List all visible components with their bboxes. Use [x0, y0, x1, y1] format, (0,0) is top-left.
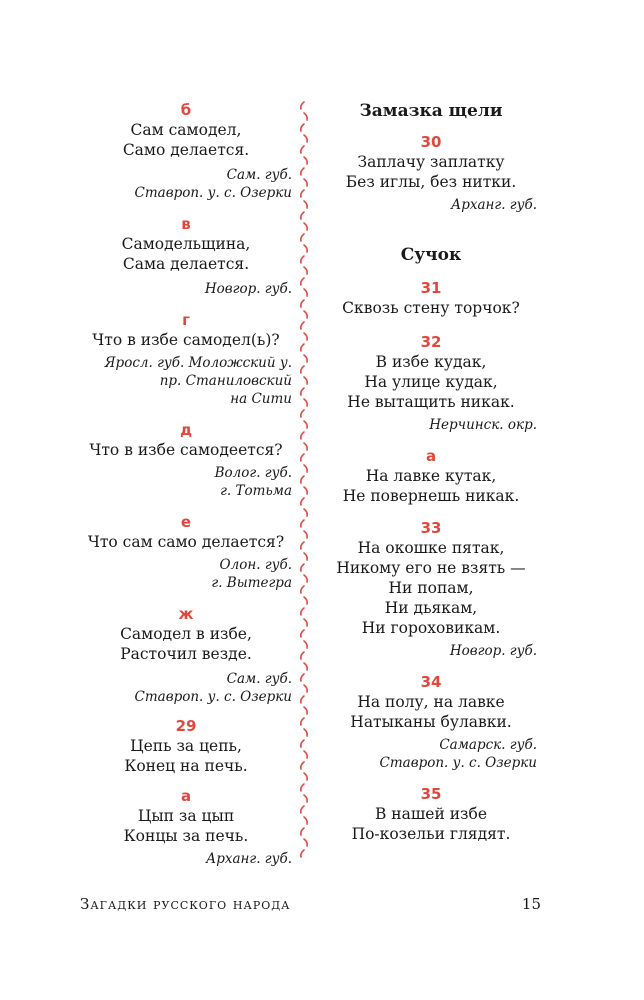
- riddle-line: Расточил везде.: [120, 645, 252, 663]
- divider-stroke: [304, 795, 307, 802]
- riddle-source: Сам. губ.: [226, 671, 292, 687]
- divider-stroke: [301, 696, 304, 703]
- divider-stroke: [301, 344, 304, 351]
- riddle-source: Волог. губ.: [214, 465, 292, 481]
- riddle-entry: [80, 604, 292, 706]
- divider-stroke: [304, 553, 307, 560]
- right-column: [325, 100, 537, 844]
- riddle-line: Сквозь стену торчок?: [342, 299, 520, 317]
- divider-stroke: [304, 421, 307, 428]
- riddle-line: Что в избе самодел(ь)?: [92, 331, 280, 349]
- divider-stroke: [301, 300, 304, 307]
- riddle-entry: [80, 100, 292, 202]
- divider-stroke: [301, 718, 304, 725]
- divider-stroke: [304, 465, 307, 472]
- divider-stroke: [304, 685, 307, 692]
- ornamental-divider: [296, 98, 312, 858]
- divider-stroke: [304, 817, 307, 824]
- riddle-source: пр. Станиловский: [159, 373, 292, 389]
- riddle-source: Ставроп. у. с. Озерки: [134, 689, 292, 705]
- divider-stroke: [301, 608, 304, 615]
- riddle-line: Цепь за цепь,: [130, 737, 242, 755]
- divider-stroke: [301, 256, 304, 263]
- riddle-line: Само делается.: [122, 141, 250, 159]
- divider-stroke: [301, 366, 304, 373]
- section-heading: Замазка щели: [359, 101, 503, 121]
- riddle-line: Заплачу заплатку: [357, 153, 505, 171]
- riddle-line: На лавке кутак,: [365, 467, 497, 485]
- riddle-line: Что в избе самодеется?: [89, 441, 283, 459]
- riddle-number: г: [182, 311, 190, 329]
- riddle-source: Нерчинск. окр.: [429, 417, 537, 433]
- divider-stroke: [304, 355, 307, 362]
- riddle-entry: [325, 518, 537, 660]
- riddle-line: В нашей избе: [374, 805, 488, 823]
- divider-stroke: [301, 432, 304, 439]
- riddle-line: Сама делается.: [122, 255, 250, 273]
- riddle-number: а: [425, 447, 437, 465]
- divider-stroke: [301, 190, 304, 197]
- divider-stroke: [301, 168, 304, 175]
- riddle-line: Без иглы, без нитки.: [345, 173, 517, 191]
- divider-stroke: [304, 597, 307, 604]
- riddle-number: ж: [178, 605, 194, 623]
- running-footer-title: Загадки русского народа: [80, 895, 291, 913]
- divider-stroke: [301, 520, 304, 527]
- divider-stroke: [304, 179, 307, 186]
- divider-stroke: [301, 102, 304, 109]
- section-heading: Сучок: [400, 245, 462, 265]
- riddle-line: Ни попам,: [388, 579, 474, 597]
- riddle-line: По-козельи глядят.: [351, 825, 511, 843]
- riddle-entry: [80, 512, 292, 592]
- riddle-number: 33: [420, 519, 442, 537]
- divider-stroke: [301, 762, 304, 769]
- divider-stroke: [301, 652, 304, 659]
- riddle-number: 29: [175, 717, 197, 735]
- divider-stroke: [301, 564, 304, 571]
- divider-stroke: [301, 234, 304, 241]
- riddle-number: 32: [420, 333, 442, 351]
- page-number: 15: [521, 895, 541, 913]
- divider-stroke: [304, 531, 307, 538]
- riddle-source: Новгор. губ.: [204, 281, 292, 297]
- divider-stroke: [301, 146, 304, 153]
- divider-stroke: [301, 784, 304, 791]
- riddle-entry: [80, 310, 292, 408]
- riddle-line: На улице кудак,: [364, 373, 498, 391]
- riddle-line: Сам самодел,: [130, 121, 242, 139]
- divider-stroke: [304, 641, 307, 648]
- riddle-number: а: [180, 787, 192, 805]
- riddle-entry: [325, 672, 537, 772]
- divider-stroke: [304, 157, 307, 164]
- riddle-line: Никому его не взять —: [336, 559, 526, 577]
- divider-stroke: [301, 212, 304, 219]
- riddle-line: Не вытащить никак.: [347, 393, 515, 411]
- riddle-source: Арханг. губ.: [450, 197, 537, 213]
- divider-stroke: [304, 311, 307, 318]
- riddle-line: Цып за цып: [137, 807, 235, 825]
- riddle-number: 34: [420, 673, 442, 691]
- riddle-number: б: [180, 101, 192, 119]
- riddle-source: Ставроп. у. с. Озерки: [379, 755, 537, 771]
- riddle-source: Ставроп. у. с. Озерки: [134, 185, 292, 201]
- riddle-source: Самарск. губ.: [439, 737, 537, 753]
- riddle-entry: [325, 784, 537, 844]
- riddle-entry: [325, 332, 537, 434]
- riddle-line: Ни дьякам,: [384, 599, 478, 617]
- divider-stroke: [301, 454, 304, 461]
- divider-stroke: [304, 663, 307, 670]
- divider-stroke: [304, 729, 307, 736]
- riddle-entry: [325, 446, 537, 506]
- riddle-line: Концы за печь.: [123, 827, 249, 845]
- divider-stroke: [304, 443, 307, 450]
- riddle-line: Не повернешь никак.: [342, 487, 520, 505]
- riddle-source: Олон. губ.: [219, 557, 292, 573]
- divider-stroke: [301, 278, 304, 285]
- riddle-line: В избе кудак,: [375, 353, 487, 371]
- riddle-entry: [325, 132, 537, 214]
- divider-stroke: [304, 113, 307, 120]
- divider-stroke: [304, 245, 307, 252]
- divider-stroke: [304, 707, 307, 714]
- riddle-line: Ни гороховикам.: [361, 619, 501, 637]
- riddle-number: д: [179, 421, 193, 439]
- divider-stroke: [304, 399, 307, 406]
- riddle-source: г. Тотьма: [220, 483, 292, 499]
- divider-stroke: [301, 740, 304, 747]
- riddle-number: е: [180, 513, 192, 531]
- divider-stroke: [304, 487, 307, 494]
- divider-stroke: [304, 333, 307, 340]
- divider-stroke: [304, 575, 307, 582]
- divider-stroke: [301, 124, 304, 131]
- riddle-source: Сам. губ.: [226, 167, 292, 183]
- divider-stroke: [304, 509, 307, 516]
- divider-stroke: [301, 476, 304, 483]
- divider-stroke: [301, 388, 304, 395]
- divider-stroke: [301, 410, 304, 417]
- divider-stroke: [304, 619, 307, 626]
- divider-stroke: [304, 289, 307, 296]
- riddle-entry: [80, 716, 292, 776]
- riddle-line: Конец на печь.: [124, 757, 248, 775]
- riddle-source: г. Вытегра: [211, 575, 292, 591]
- divider-stroke: [301, 828, 304, 835]
- divider-stroke: [301, 322, 304, 329]
- riddle-entry: [80, 786, 292, 868]
- divider-stroke: [304, 267, 307, 274]
- divider-stroke: [304, 751, 307, 758]
- riddle-line: На окошке пятак,: [357, 539, 505, 557]
- riddle-number: 30: [420, 133, 442, 151]
- divider-stroke: [301, 630, 304, 637]
- riddle-source: Новгор. губ.: [449, 643, 537, 659]
- divider-stroke: [304, 223, 307, 230]
- riddle-number: 35: [420, 785, 442, 803]
- divider-stroke: [304, 135, 307, 142]
- divider-stroke: [304, 201, 307, 208]
- riddle-line: Что сам само делается?: [87, 533, 285, 551]
- riddle-line: Самодел в избе,: [120, 625, 252, 643]
- divider-stroke: [301, 850, 304, 857]
- riddle-entry: [80, 420, 292, 500]
- riddle-entry: [80, 214, 292, 298]
- divider-stroke: [304, 839, 307, 846]
- riddle-line: Натыканы булавки.: [350, 713, 512, 731]
- riddle-line: Самодельщина,: [121, 235, 251, 253]
- divider-stroke: [304, 773, 307, 780]
- riddle-source: Яросл. губ. Моложский у.: [104, 355, 292, 371]
- divider-stroke: [301, 806, 304, 813]
- riddle-entry: [325, 278, 537, 318]
- divider-stroke: [301, 586, 304, 593]
- riddle-number: в: [181, 215, 191, 233]
- riddle-source: на Сити: [230, 391, 292, 407]
- divider-stroke: [301, 498, 304, 505]
- left-column: [80, 100, 292, 868]
- divider-stroke: [301, 542, 304, 549]
- divider-stroke: [304, 377, 307, 384]
- divider-stroke: [301, 674, 304, 681]
- riddle-number: 31: [420, 279, 442, 297]
- riddle-line: На полу, на лавке: [357, 693, 505, 711]
- riddle-source: Арханг. губ.: [205, 851, 292, 867]
